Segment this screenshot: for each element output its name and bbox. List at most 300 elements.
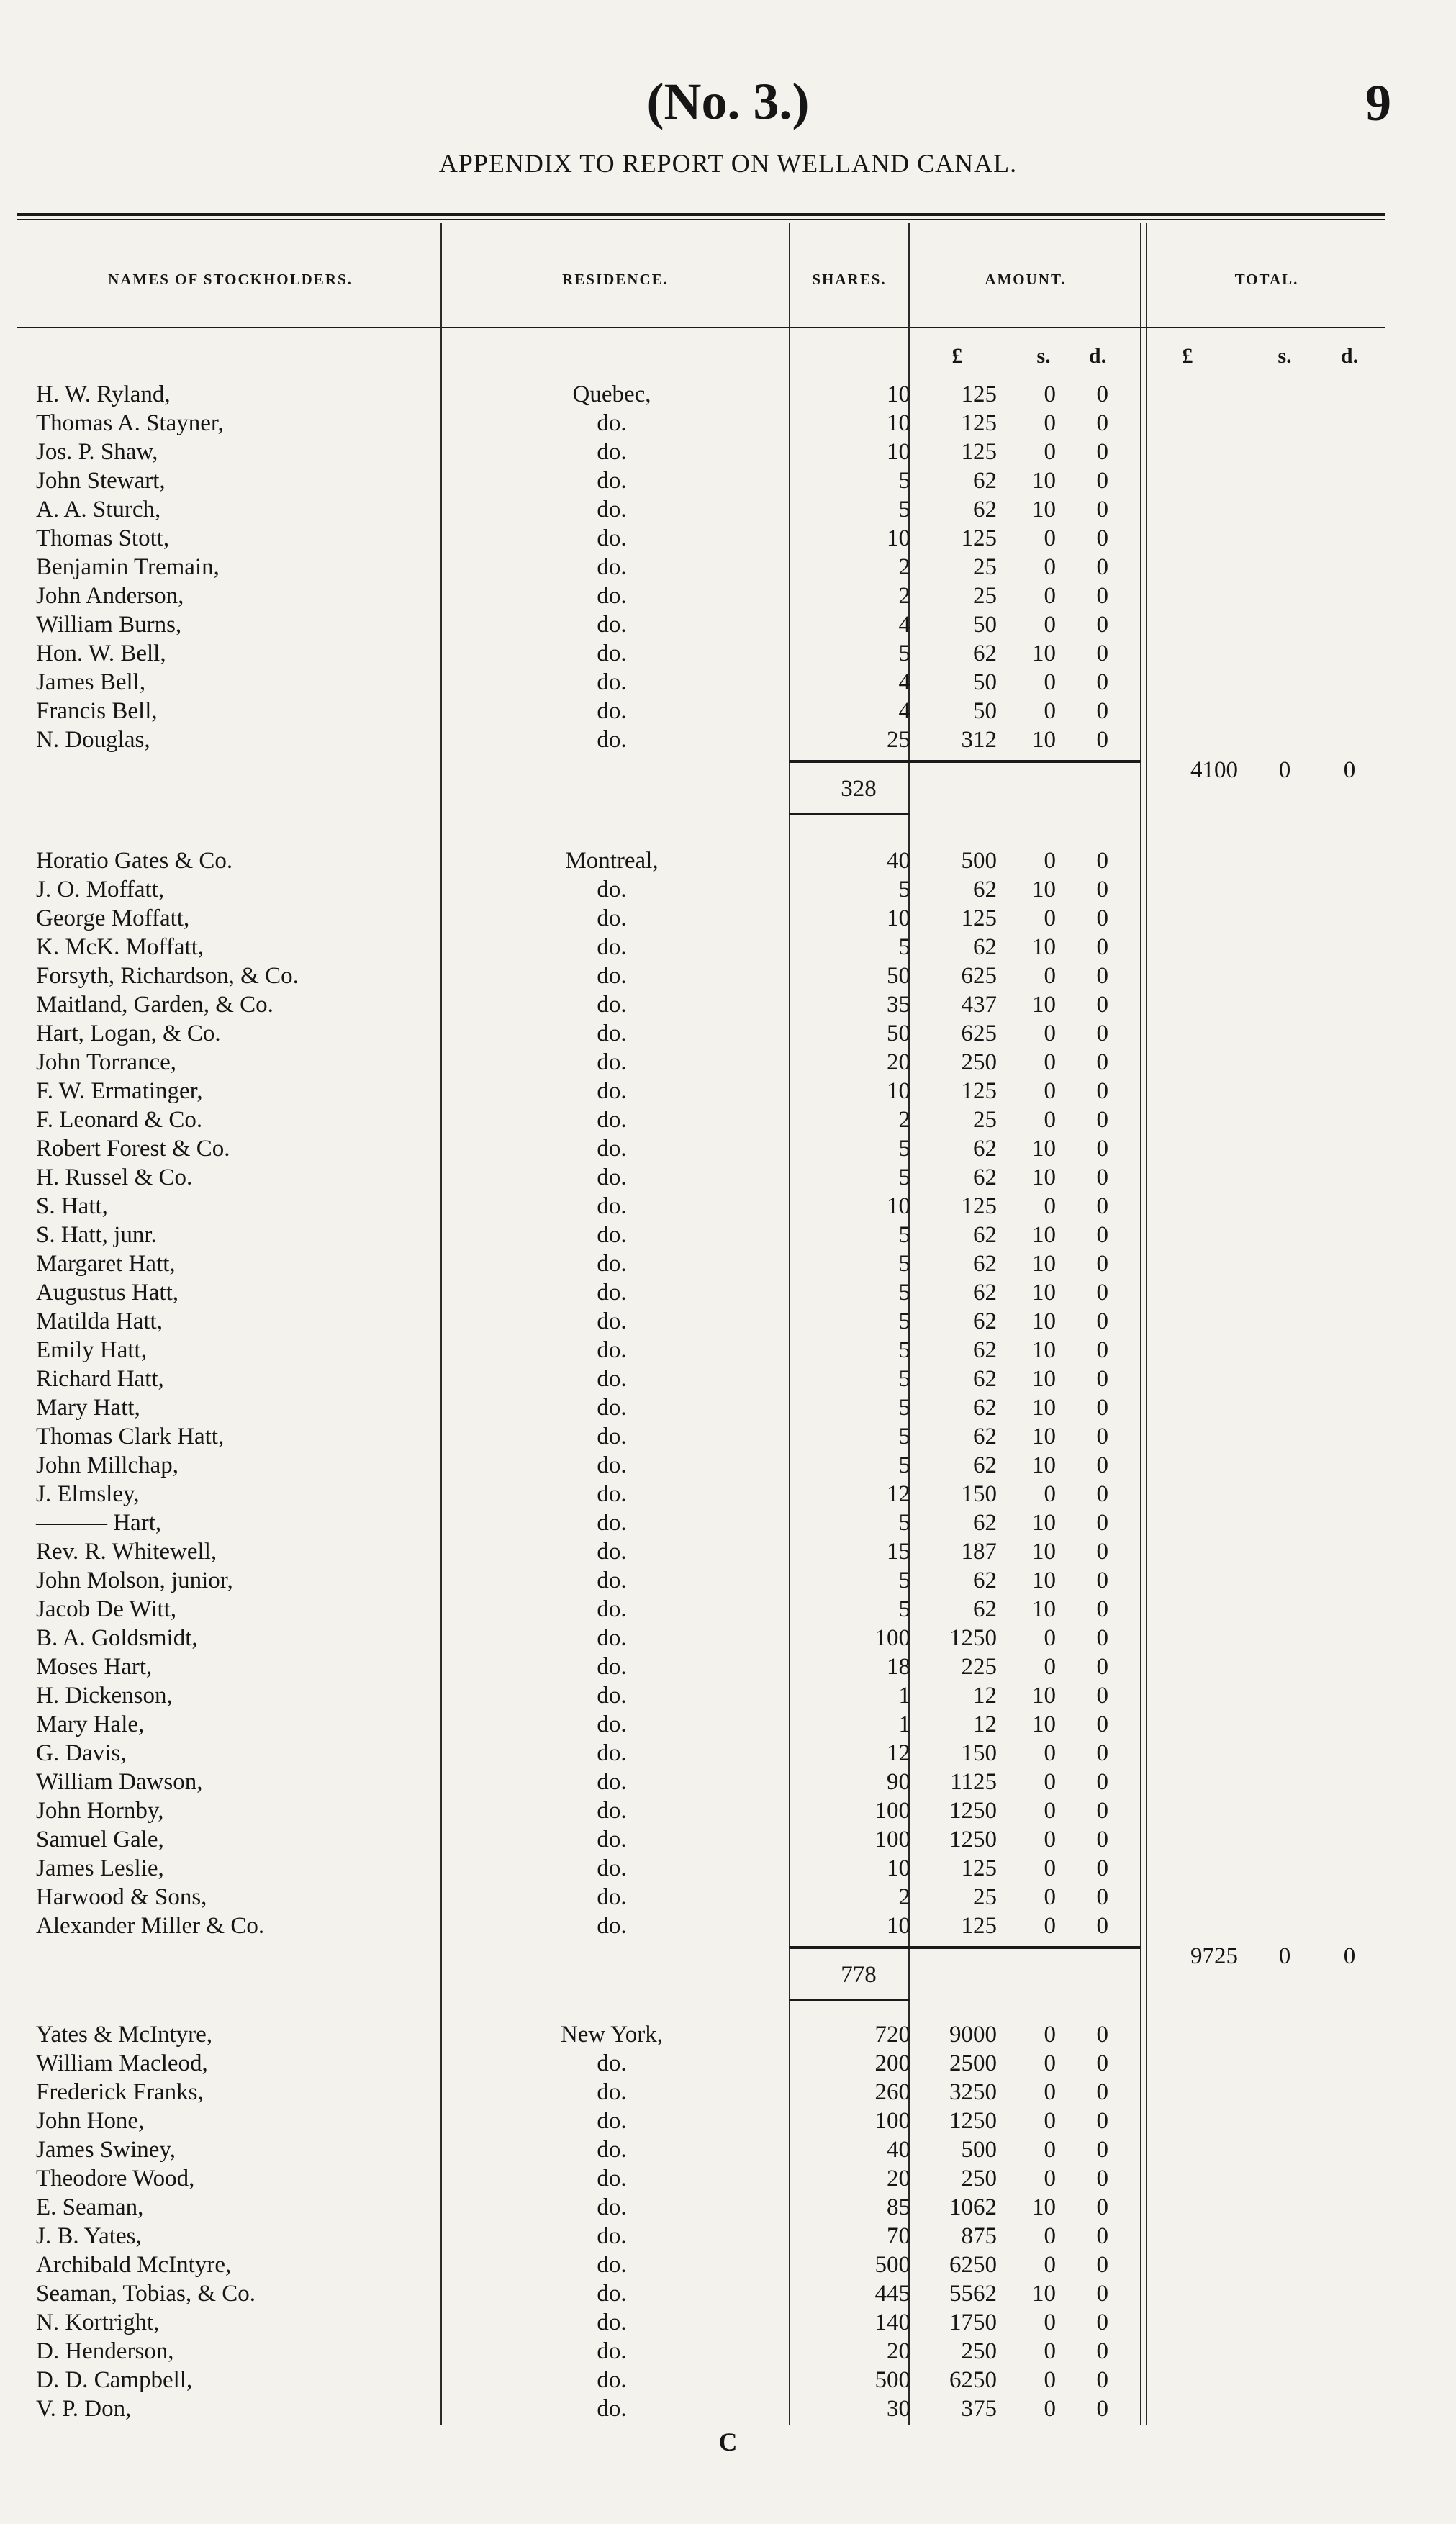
cell-name: Benjamin Tremain, xyxy=(36,554,220,580)
cell-name: John Millchap, xyxy=(36,1452,178,1478)
cell-l: 62 xyxy=(973,1280,997,1306)
cell-d: 0 xyxy=(1096,2022,1108,2048)
cell-s: 0 xyxy=(1044,1798,1056,1824)
cell-shares: 10 xyxy=(887,410,910,436)
table-row xyxy=(0,1537,1456,1566)
cell-l: 62 xyxy=(973,1596,997,1622)
cell-shares: 70 xyxy=(887,2223,910,2249)
cell-shares: 5 xyxy=(898,1251,910,1277)
cell-l: 250 xyxy=(961,2338,997,2364)
cell-shares: 35 xyxy=(887,992,910,1018)
cell-name: Robert Forest & Co. xyxy=(36,1136,230,1162)
table-row xyxy=(0,2078,1456,2107)
cell-name: Richard Hatt, xyxy=(36,1366,164,1392)
cell-name: John Anderson, xyxy=(36,583,184,609)
cell-residence: do. xyxy=(597,877,627,903)
table-row xyxy=(0,1221,1456,1249)
cell-residence: do. xyxy=(597,2050,627,2076)
cell-l: 1250 xyxy=(949,2108,997,2134)
table-row xyxy=(0,2020,1456,2049)
cell-residence: do. xyxy=(597,1021,627,1046)
table-row xyxy=(0,438,1456,466)
cell-shares: 10 xyxy=(887,1193,910,1219)
cell-d: 0 xyxy=(1096,1452,1108,1478)
cell-s: 0 xyxy=(1044,410,1056,436)
cell-shares: 50 xyxy=(887,1021,910,1046)
cell-l: 50 xyxy=(973,698,997,724)
cell-d: 0 xyxy=(1096,1078,1108,1104)
table-row xyxy=(0,1796,1456,1825)
cell-residence: do. xyxy=(597,1251,627,1277)
cell-l: 500 xyxy=(961,2137,997,2163)
cell-residence: do. xyxy=(597,2281,627,2307)
cell-shares: 4 xyxy=(898,612,910,638)
cell-shares: 5 xyxy=(898,468,910,494)
cell-s: 10 xyxy=(1032,1539,1056,1565)
cell-d: 0 xyxy=(1096,2166,1108,2191)
cell-d: 0 xyxy=(1096,669,1108,695)
cell-d: 0 xyxy=(1096,2194,1108,2220)
cell-shares: 5 xyxy=(898,641,910,666)
cell-d: 0 xyxy=(1096,583,1108,609)
unit-total-pounds: £ xyxy=(1182,344,1193,368)
cell-name: V. P. Don, xyxy=(36,2396,132,2422)
table-row xyxy=(0,1336,1456,1365)
cell-residence: do. xyxy=(597,1078,627,1104)
subtotal-rule xyxy=(789,1946,1141,1949)
table-row xyxy=(0,2251,1456,2279)
cell-s: 10 xyxy=(1032,1136,1056,1162)
table-row xyxy=(0,380,1456,409)
cell-s: 10 xyxy=(1032,468,1056,494)
cell-d: 0 xyxy=(1096,1711,1108,1737)
table-row xyxy=(0,725,1456,754)
cell-name: G. Davis, xyxy=(36,1740,127,1766)
cell-l: 12 xyxy=(973,1683,997,1709)
cell-l: 500 xyxy=(961,848,997,874)
cell-s: 10 xyxy=(1032,1308,1056,1334)
col-header-names: NAMES OF STOCKHOLDERS. xyxy=(108,271,353,288)
table-row xyxy=(0,1508,1456,1537)
cell-s: 0 xyxy=(1044,1107,1056,1133)
cell-s: 0 xyxy=(1044,554,1056,580)
cell-l: 2500 xyxy=(949,2050,997,2076)
cell-name: James Swiney, xyxy=(36,2137,176,2163)
cell-residence: do. xyxy=(597,583,627,609)
cell-shares: 10 xyxy=(887,1913,910,1939)
cell-name: Thomas A. Stayner, xyxy=(36,410,224,436)
cell-residence: do. xyxy=(597,2108,627,2134)
cell-l: 62 xyxy=(973,1251,997,1277)
cell-l: 1062 xyxy=(949,2194,997,2220)
table-row xyxy=(0,933,1456,962)
cell-l: 6250 xyxy=(949,2252,997,2278)
subtotal-shares: 778 xyxy=(841,1962,877,1988)
cell-residence: do. xyxy=(597,410,627,436)
subtotal-rule-bottom xyxy=(789,813,910,815)
table-row xyxy=(0,1739,1456,1768)
unit-shillings: s. xyxy=(1036,344,1051,368)
cell-name: Matilda Hatt, xyxy=(36,1308,163,1334)
signature-mark: C xyxy=(718,2428,738,2456)
cell-name: A. A. Sturch, xyxy=(36,497,161,523)
table-row xyxy=(0,1422,1456,1451)
cell-shares: 260 xyxy=(874,2079,910,2105)
cell-d: 0 xyxy=(1096,1021,1108,1046)
cell-l: 125 xyxy=(961,381,997,407)
cell-l: 625 xyxy=(961,963,997,989)
cell-name: Emily Hatt, xyxy=(36,1337,147,1363)
table-row xyxy=(0,990,1456,1019)
cell-name: Hart, Logan, & Co. xyxy=(36,1021,221,1046)
cell-s: 10 xyxy=(1032,934,1056,960)
table-row xyxy=(0,2279,1456,2308)
cell-l: 25 xyxy=(973,1107,997,1133)
cell-shares: 40 xyxy=(887,2137,910,2163)
cell-name: N. Douglas, xyxy=(36,727,150,753)
cell-residence: do. xyxy=(597,1107,627,1133)
cell-shares: 90 xyxy=(887,1769,910,1795)
cell-name: John Hornby, xyxy=(36,1798,164,1824)
col-header-amount: AMOUNT. xyxy=(985,271,1067,288)
cell-shares: 5 xyxy=(898,1395,910,1421)
cell-residence: do. xyxy=(597,1740,627,1766)
cell-l: 25 xyxy=(973,583,997,609)
cell-residence: do. xyxy=(597,1049,627,1075)
table-row xyxy=(0,466,1456,495)
cell-l: 1250 xyxy=(949,1625,997,1651)
table-row xyxy=(0,524,1456,553)
cell-name: Mary Hatt, xyxy=(36,1395,140,1421)
cell-residence: do. xyxy=(597,1683,627,1709)
cell-name: Theodore Wood, xyxy=(36,2166,195,2191)
cell-s: 0 xyxy=(1044,525,1056,551)
cell-d: 0 xyxy=(1096,1568,1108,1593)
table-row xyxy=(0,1451,1456,1480)
cell-residence: do. xyxy=(597,1913,627,1939)
unit-pence: d. xyxy=(1088,344,1107,368)
cell-residence: do. xyxy=(597,641,627,666)
cell-d: 0 xyxy=(1096,381,1108,407)
cell-s: 0 xyxy=(1044,848,1056,874)
cell-shares: 10 xyxy=(887,381,910,407)
cell-d: 0 xyxy=(1096,468,1108,494)
col-header-shares: SHARES. xyxy=(812,271,887,288)
cell-name: Francis Bell, xyxy=(36,698,158,724)
cell-s: 10 xyxy=(1032,727,1056,753)
col-header-total: TOTAL. xyxy=(1234,271,1299,288)
cell-s: 10 xyxy=(1032,1337,1056,1363)
table-row xyxy=(0,553,1456,582)
table-row xyxy=(0,2164,1456,2193)
cell-s: 0 xyxy=(1044,1481,1056,1507)
cell-s: 10 xyxy=(1032,877,1056,903)
cell-residence: do. xyxy=(597,698,627,724)
cell-residence: do. xyxy=(597,2223,627,2249)
cell-shares: 5 xyxy=(898,1222,910,1248)
cell-residence: do. xyxy=(597,497,627,523)
cell-shares: 5 xyxy=(898,1452,910,1478)
table-row xyxy=(0,2394,1456,2423)
cell-d: 0 xyxy=(1096,1222,1108,1248)
cell-residence: do. xyxy=(597,2338,627,2364)
cell-name: Augustus Hatt, xyxy=(36,1280,178,1306)
cell-l: 50 xyxy=(973,612,997,638)
cell-d: 0 xyxy=(1096,612,1108,638)
cell-s: 0 xyxy=(1044,698,1056,724)
cell-name: J. Elmsley, xyxy=(36,1481,140,1507)
cell-d: 0 xyxy=(1096,1654,1108,1680)
cell-l: 1125 xyxy=(950,1769,997,1795)
cell-residence: do. xyxy=(597,1222,627,1248)
cell-d: 0 xyxy=(1096,934,1108,960)
cell-s: 0 xyxy=(1044,963,1056,989)
cell-shares: 5 xyxy=(898,1280,910,1306)
cell-s: 10 xyxy=(1032,497,1056,523)
cell-d: 0 xyxy=(1096,439,1108,465)
cell-residence: do. xyxy=(597,2310,627,2335)
cell-s: 0 xyxy=(1044,1625,1056,1651)
cell-name: Moses Hart, xyxy=(36,1654,153,1680)
cell-l: 150 xyxy=(961,1481,997,1507)
unit-pounds: £ xyxy=(951,344,963,368)
cell-shares: 20 xyxy=(887,2338,910,2364)
cell-residence: do. xyxy=(597,1769,627,1795)
cell-l: 250 xyxy=(961,1049,997,1075)
cell-shares: 5 xyxy=(898,1164,910,1190)
cell-l: 250 xyxy=(961,2166,997,2191)
cell-name: Thomas Stott, xyxy=(36,525,170,551)
cell-shares: 720 xyxy=(874,2022,910,2048)
cell-d: 0 xyxy=(1096,1769,1108,1795)
table-row xyxy=(0,610,1456,639)
table-row xyxy=(0,2222,1456,2251)
cell-name: S. Hatt, junr. xyxy=(36,1222,157,1248)
cell-l: 62 xyxy=(973,1510,997,1536)
col-header-residence: RESIDENCE. xyxy=(562,271,669,288)
cell-residence: do. xyxy=(597,2396,627,2422)
cell-s: 0 xyxy=(1044,2396,1056,2422)
cell-s: 10 xyxy=(1032,1424,1056,1449)
cell-d: 0 xyxy=(1096,1193,1108,1219)
table-row xyxy=(0,2107,1456,2135)
cell-l: 125 xyxy=(961,1855,997,1881)
subtotal-rule xyxy=(789,760,1141,763)
table-row xyxy=(0,639,1456,668)
table-row xyxy=(0,1365,1456,1393)
cell-residence: New York, xyxy=(560,2022,664,2048)
cell-s: 0 xyxy=(1044,1884,1056,1910)
section-total-d: 0 xyxy=(1343,1943,1356,1969)
cell-name: H. Russel & Co. xyxy=(36,1164,193,1190)
cell-name: N. Kortright, xyxy=(36,2310,160,2335)
table-row xyxy=(0,1710,1456,1739)
cell-d: 0 xyxy=(1096,1337,1108,1363)
cell-s: 0 xyxy=(1044,2022,1056,2048)
cell-d: 0 xyxy=(1096,1884,1108,1910)
cell-name: J. B. Yates, xyxy=(36,2223,142,2249)
cell-residence: do. xyxy=(597,1884,627,1910)
cell-l: 62 xyxy=(973,1395,997,1421)
cell-l: 125 xyxy=(961,1193,997,1219)
cell-name: William Dawson, xyxy=(36,1769,203,1795)
cell-l: 125 xyxy=(961,410,997,436)
header-bottom-rule xyxy=(17,327,1385,328)
cell-l: 62 xyxy=(973,1164,997,1190)
cell-residence: do. xyxy=(597,1596,627,1622)
cell-s: 0 xyxy=(1044,2137,1056,2163)
cell-shares: 1 xyxy=(898,1683,910,1709)
cell-d: 0 xyxy=(1096,1539,1108,1565)
cell-s: 0 xyxy=(1044,583,1056,609)
cell-residence: do. xyxy=(597,612,627,638)
table-row xyxy=(0,409,1456,438)
cell-d: 0 xyxy=(1096,1107,1108,1133)
page-title: APPENDIX TO REPORT ON WELLAND CANAL. xyxy=(438,149,1018,178)
table-row xyxy=(0,1681,1456,1710)
table-row xyxy=(0,1048,1456,1077)
cell-residence: Quebec, xyxy=(572,381,651,407)
unit-total-shillings: s. xyxy=(1278,344,1292,368)
cell-d: 0 xyxy=(1096,2079,1108,2105)
top-rule xyxy=(17,213,1385,216)
cell-d: 0 xyxy=(1096,1251,1108,1277)
cell-l: 437 xyxy=(961,992,997,1018)
cell-l: 9000 xyxy=(949,2022,997,2048)
cell-l: 50 xyxy=(973,669,997,695)
table-row xyxy=(0,1105,1456,1134)
section-total-l: 4100 xyxy=(1190,757,1238,783)
cell-s: 10 xyxy=(1032,1452,1056,1478)
table-row xyxy=(0,2366,1456,2394)
cell-name: H. W. Ryland, xyxy=(36,381,171,407)
cell-residence: do. xyxy=(597,2079,627,2105)
cell-l: 125 xyxy=(961,1078,997,1104)
table-row xyxy=(0,904,1456,933)
cell-l: 225 xyxy=(961,1654,997,1680)
cell-s: 0 xyxy=(1044,2223,1056,2249)
cell-residence: do. xyxy=(597,1711,627,1737)
cell-name: Archibald McIntyre, xyxy=(36,2252,232,2278)
cell-shares: 10 xyxy=(887,905,910,931)
cell-shares: 10 xyxy=(887,1855,910,1881)
cell-l: 62 xyxy=(973,877,997,903)
section-total-s: 0 xyxy=(1278,757,1291,783)
cell-s: 0 xyxy=(1044,2367,1056,2393)
cell-shares: 100 xyxy=(874,1798,910,1824)
cell-d: 0 xyxy=(1096,963,1108,989)
cell-d: 0 xyxy=(1096,905,1108,931)
table-row xyxy=(0,668,1456,697)
cell-d: 0 xyxy=(1096,1308,1108,1334)
table-row xyxy=(0,1854,1456,1883)
cell-l: 375 xyxy=(961,2396,997,2422)
cell-shares: 85 xyxy=(887,2194,910,2220)
cell-residence: do. xyxy=(597,2252,627,2278)
cell-shares: 2 xyxy=(898,1107,910,1133)
cell-s: 10 xyxy=(1032,2194,1056,2220)
cell-l: 125 xyxy=(961,1913,997,1939)
table-row xyxy=(0,1768,1456,1796)
cell-l: 625 xyxy=(961,1021,997,1046)
cell-residence: do. xyxy=(597,525,627,551)
cell-s: 0 xyxy=(1044,2310,1056,2335)
cell-l: 62 xyxy=(973,1308,997,1334)
cell-l: 62 xyxy=(973,641,997,666)
table-row xyxy=(0,2135,1456,2164)
cell-l: 3250 xyxy=(949,2079,997,2105)
cell-s: 0 xyxy=(1044,2252,1056,2278)
cell-residence: do. xyxy=(597,1308,627,1334)
cell-s: 0 xyxy=(1044,1654,1056,1680)
cell-shares: 10 xyxy=(887,525,910,551)
cell-shares: 30 xyxy=(887,2396,910,2422)
table-row xyxy=(0,582,1456,610)
table-row xyxy=(0,1912,1456,1940)
cell-s: 10 xyxy=(1032,1596,1056,1622)
cell-shares: 500 xyxy=(874,2252,910,2278)
cell-shares: 445 xyxy=(874,2281,910,2307)
cell-residence: do. xyxy=(597,905,627,931)
cell-d: 0 xyxy=(1096,2396,1108,2422)
cell-l: 62 xyxy=(973,1366,997,1392)
cell-name: Frederick Franks, xyxy=(36,2079,204,2105)
table-row xyxy=(0,1249,1456,1278)
cell-d: 0 xyxy=(1096,2281,1108,2307)
cell-l: 6250 xyxy=(949,2367,997,2393)
cell-d: 0 xyxy=(1096,2050,1108,2076)
cell-shares: 5 xyxy=(898,497,910,523)
cell-l: 125 xyxy=(961,905,997,931)
cell-l: 62 xyxy=(973,934,997,960)
cell-l: 62 xyxy=(973,1222,997,1248)
cell-shares: 5 xyxy=(898,1568,910,1593)
table-row xyxy=(0,1192,1456,1221)
table-row xyxy=(0,1652,1456,1681)
cell-s: 10 xyxy=(1032,1251,1056,1277)
cell-residence: do. xyxy=(597,1366,627,1392)
cell-shares: 4 xyxy=(898,669,910,695)
cell-residence: do. xyxy=(597,439,627,465)
cell-residence: do. xyxy=(597,934,627,960)
top-rule-inner xyxy=(17,219,1385,220)
cell-residence: do. xyxy=(597,2367,627,2393)
cell-d: 0 xyxy=(1096,877,1108,903)
cell-d: 0 xyxy=(1096,641,1108,666)
table-row xyxy=(0,2193,1456,2222)
cell-name: Yates & McIntyre, xyxy=(36,2022,213,2048)
cell-d: 0 xyxy=(1096,1855,1108,1881)
cell-l: 62 xyxy=(973,1136,997,1162)
cell-l: 1250 xyxy=(949,1798,997,1824)
cell-residence: do. xyxy=(597,2194,627,2220)
cell-d: 0 xyxy=(1096,1395,1108,1421)
cell-shares: 25 xyxy=(887,727,910,753)
cell-s: 10 xyxy=(1032,1164,1056,1190)
cell-l: 62 xyxy=(973,497,997,523)
table-row xyxy=(0,1393,1456,1422)
cell-l: 1250 xyxy=(949,1827,997,1853)
cell-d: 0 xyxy=(1096,1049,1108,1075)
cell-shares: 5 xyxy=(898,1366,910,1392)
cell-residence: do. xyxy=(597,1654,627,1680)
cell-shares: 12 xyxy=(887,1740,910,1766)
cell-l: 150 xyxy=(961,1740,997,1766)
cell-l: 875 xyxy=(961,2223,997,2249)
cell-s: 0 xyxy=(1044,381,1056,407)
cell-residence: do. xyxy=(597,468,627,494)
cell-residence: do. xyxy=(597,1164,627,1190)
